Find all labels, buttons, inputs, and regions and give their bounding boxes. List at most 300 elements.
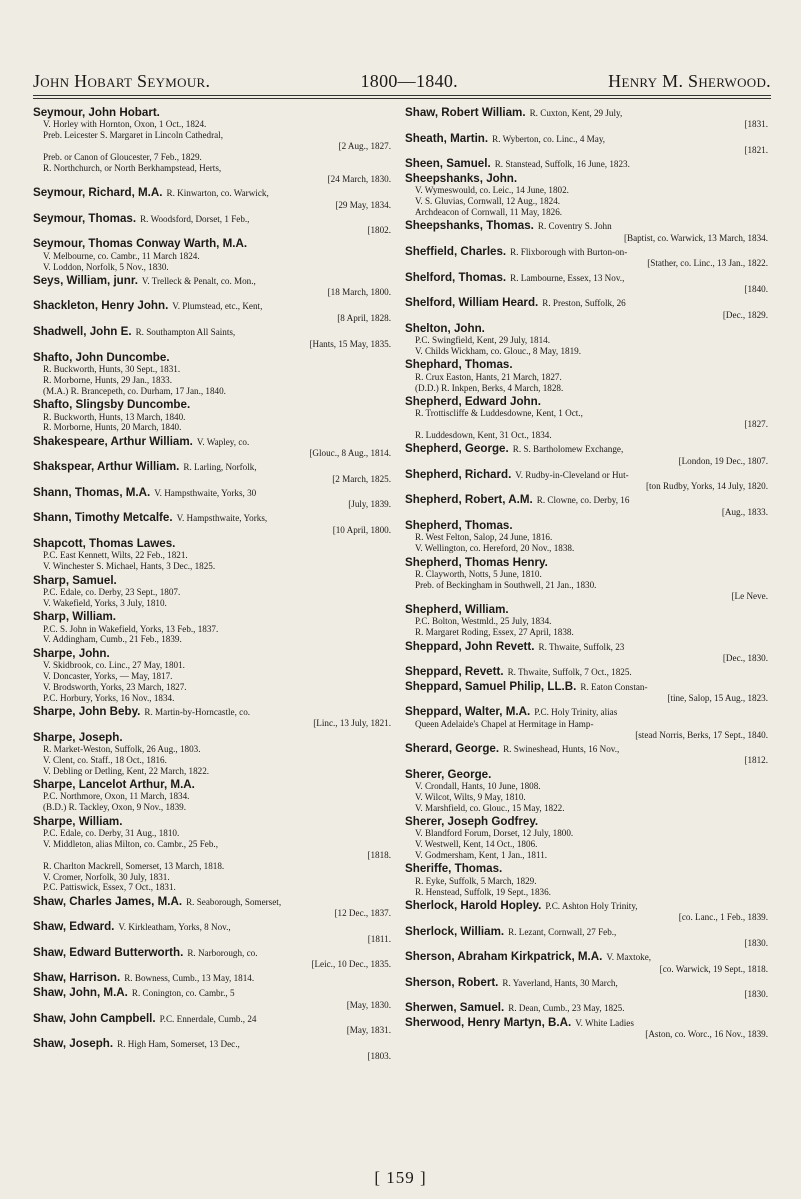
entry-line: V. Westwell, Kent, 14 Oct., 1806.: [415, 839, 538, 850]
entry-heading: [33, 778, 391, 791]
list-item: [33, 971, 391, 984]
entry-line: V. Cromer, Norfolk, 30 July, 1831.: [43, 871, 170, 882]
header-left: John Hobart Seymour.: [33, 71, 211, 91]
entry-line: V. Addingham, Cumb., 21 Feb., 1839.: [43, 634, 182, 645]
list-item: [33, 106, 391, 185]
list-item: [405, 742, 768, 766]
entry-detail: R. Preston, Suffolk, 26: [542, 298, 626, 309]
entry-detail: R. Stanstead, Suffolk, 16 June, 1823.: [494, 159, 630, 170]
entry-heading: [33, 537, 391, 550]
entry-name: Sharp, Samuel.: [33, 573, 117, 587]
entry-heading: [405, 271, 768, 284]
entry-line: [1830.: [744, 937, 768, 948]
entry-line: R. Northchurch, or North Berkhampstead, Herts,: [43, 163, 222, 174]
entry-detail: R. Thwaite, Suffolk, 7 Oct., 1825.: [507, 667, 632, 678]
header-rule-bottom: [33, 98, 771, 99]
entry-line: [Aug., 1833.: [721, 506, 768, 517]
list-item: [405, 603, 768, 638]
entry-heading: [405, 950, 768, 963]
entry-line: (M.A.) R. Brancepeth, co. Durham, 17 Jan., 1840.: [43, 385, 226, 396]
entry-name: Shaw, Robert William.: [405, 106, 526, 119]
entry-heading: [405, 1016, 768, 1029]
entry-line: [stead Norris, Berks, 17 Sept., 1840.: [635, 729, 768, 740]
entry-name: Shepherd, Richard.: [405, 467, 512, 481]
entry-name: Sheepshanks, Thomas.: [405, 219, 534, 233]
list-item: [33, 299, 391, 323]
entry-line: R. Clayworth, Notts, 5 June, 1810.: [415, 568, 542, 579]
entry-heading: [33, 705, 391, 718]
list-item: [405, 395, 768, 441]
entry-heading: [33, 299, 391, 312]
entry-line: [Glouc., 8 Aug., 1814.: [309, 448, 391, 459]
entry-line: V. Godmersham, Kent, 1 Jan., 1811.: [415, 850, 548, 861]
entry-name: Sherard, George.: [405, 741, 500, 755]
entry-line: [1803.: [367, 1050, 391, 1061]
entry-heading: [33, 1037, 391, 1050]
entry-heading: [405, 680, 768, 693]
entry-name: Shepherd, George.: [405, 442, 509, 456]
entry-detail: R. Martin-by-Horncastle, co.: [144, 706, 251, 717]
list-item: [405, 556, 768, 602]
entry-line: P.C. Edale, co. Derby, 23 Sept., 1807.: [43, 587, 181, 597]
entry-line: [tine, Salop, 15 Aug., 1823.: [667, 693, 768, 704]
entry-name: Seymour, Thomas Conway Warth, M.A.: [33, 237, 248, 251]
entry-detail: R. Lezant, Cornwall, 27 Feb.,: [508, 926, 617, 937]
entry-heading: [33, 971, 391, 984]
entry-line: [1831.: [744, 119, 768, 130]
list-item: [405, 768, 768, 814]
entry-heading: [405, 245, 768, 258]
entry-line: R. Morborne, Hunts, 29 Jan., 1833.: [43, 375, 173, 386]
entry-name: Shafto, Slingsby Duncombe.: [33, 398, 191, 412]
entry-heading: [405, 1001, 768, 1014]
entry-line: [1818.: [367, 849, 391, 860]
entry-name: Sheppard, John Revett.: [405, 639, 535, 653]
entry-name: Shelford, Thomas.: [405, 270, 507, 284]
entry-heading: [405, 556, 768, 569]
entry-line: V. Marshfield, co. Glouc., 15 May, 1822.: [415, 802, 565, 813]
entry-name: Shaw, Joseph.: [33, 1037, 114, 1051]
entry-name: Shaw, John, M.A.: [33, 986, 128, 1000]
list-item: [405, 296, 768, 320]
right-column: [405, 106, 768, 1161]
list-item: [405, 219, 768, 243]
entry-detail: R. Larling, Norfolk,: [183, 462, 257, 473]
entry-name: Shepherd, Edward John.: [405, 394, 541, 408]
entry-name: Shaw, Edward.: [33, 920, 115, 934]
entry-name: Sheath, Martin.: [405, 131, 489, 145]
list-item: [405, 157, 768, 170]
list-item: [33, 778, 391, 813]
list-item: [405, 862, 768, 897]
list-item: [405, 705, 768, 740]
list-item: [33, 986, 391, 1010]
entry-heading: [405, 862, 768, 875]
entry-line: [Dec., 1829.: [722, 309, 768, 320]
entry-line: [Aston, co. Worc., 16 Nov., 1839.: [645, 1029, 768, 1040]
entry-name: Shafto, John Duncombe.: [33, 350, 170, 364]
list-item: [33, 920, 391, 944]
entry-line: [1840.: [744, 283, 768, 294]
entry-name: Sherson, Abraham Kirkpatrick, M.A.: [405, 950, 603, 964]
entry-heading: [33, 895, 391, 908]
entry-heading: [33, 920, 391, 933]
list-item: [33, 537, 391, 572]
list-item: [405, 245, 768, 269]
entry-detail: P.C. Holy Trinity, alias: [534, 707, 618, 718]
entry-detail: R. Kinwarton, co. Warwick,: [166, 188, 269, 199]
entry-heading: [33, 435, 391, 448]
entry-name: Sherlock, William.: [405, 924, 505, 938]
entry-line: [18 March, 1800.: [327, 287, 391, 298]
entry-name: Shann, Timothy Metcalfe.: [33, 511, 173, 525]
entry-line: [Leic., 10 Dec., 1835.: [311, 959, 391, 970]
entry-name: Sherlock, Harold Hopley.: [405, 898, 542, 912]
list-item: [33, 895, 391, 919]
entry-heading: [33, 351, 391, 364]
entry-heading: [405, 296, 768, 309]
entry-heading: [405, 665, 768, 678]
list-item: [405, 322, 768, 357]
header-rule-top: [33, 95, 771, 96]
entry-heading: [33, 647, 391, 660]
entry-detail: R. S. Bartholomew Exchange,: [512, 444, 624, 455]
entry-line: Preb. or Canon of Gloucester, 7 Feb., 1829.: [43, 152, 202, 163]
entry-heading: [33, 511, 391, 524]
entry-name: Sherson, Robert.: [405, 975, 499, 989]
entry-detail: V. Rudby-in-Cleveland or Hut-: [515, 469, 629, 480]
entry-detail: V. Maxtoke,: [606, 952, 652, 963]
entry-name: Shephard, Thomas.: [405, 358, 513, 372]
entry-name: Sheppard, Samuel Philip, LL.B.: [405, 679, 577, 693]
entry-line: V. Childs Wickham, co. Glouc., 8 May, 1819.: [415, 346, 581, 357]
entry-line: [May, 1830.: [346, 999, 391, 1010]
entry-name: Shepherd, Thomas Henry.: [405, 555, 548, 569]
entry-line: V. Loddon, Norfolk, 5 Nov., 1830.: [43, 261, 169, 272]
entry-line: [2 Aug., 1827.: [338, 141, 391, 152]
entry-heading: [405, 442, 768, 455]
entry-heading: [33, 325, 391, 338]
entry-line: [co. Lanc., 1 Feb., 1839.: [678, 912, 768, 923]
entry-name: Sharp, William.: [33, 610, 117, 624]
entry-line: [12 Dec., 1837.: [334, 908, 391, 919]
entry-line: [Dec., 1830.: [722, 652, 768, 663]
list-item: [405, 172, 768, 218]
entry-line: Preb. Leicester S. Margaret in Lincoln Cathedral,: [43, 130, 223, 141]
entry-detail: R. Lambourne, Essex, 13 Nov.,: [510, 272, 625, 283]
entry-line: V. Skidbrook, co. Linc., 27 May, 1801.: [43, 660, 185, 671]
entry-name: Seys, William, junr.: [33, 273, 138, 287]
entry-line: R. Margaret Roding, Essex, 27 April, 1838.: [415, 627, 574, 638]
entry-detail: R. Narborough, co.: [187, 947, 258, 958]
entry-line: Archdeacon of Cornwall, 11 May, 1826.: [415, 207, 563, 218]
entry-name: Shepherd, William.: [405, 603, 509, 616]
entry-heading: [405, 519, 768, 532]
list-item: [405, 1001, 768, 1014]
entry-name: Sherwood, Henry Martyn, B.A.: [405, 1016, 572, 1030]
entry-line: [1802.: [367, 225, 391, 236]
entry-detail: R. Thwaite, Suffolk, 23: [538, 641, 625, 652]
list-item: [405, 468, 768, 492]
entry-heading: [33, 237, 391, 250]
entry-name: Sharpe, John.: [33, 646, 110, 660]
entry-detail: V. Hampsthwaite, Yorks, 30: [154, 487, 257, 498]
entry-heading: [405, 815, 768, 828]
entry-heading: [405, 705, 768, 718]
list-item: [33, 460, 391, 484]
left-column: [33, 106, 391, 1161]
entry-line: [1830.: [744, 989, 768, 1000]
entry-line: [Linc., 13 July, 1821.: [313, 718, 391, 729]
entry-line: P.C. Edale, co. Derby, 31 Aug., 1810.: [43, 827, 180, 838]
list-item: [405, 899, 768, 923]
entry-name: Sharpe, William.: [33, 814, 123, 828]
entry-detail: R. Swineshead, Hunts, 16 Nov.,: [503, 743, 620, 754]
entry-heading: [405, 768, 768, 781]
entry-name: Shann, Thomas, M.A.: [33, 485, 151, 499]
list-item: [33, 398, 391, 433]
entry-heading: [33, 815, 391, 828]
entry-line: V. Crondall, Hants, 10 June, 1808.: [415, 780, 541, 791]
list-item: [33, 486, 391, 510]
entry-detail: R. Cuxton, Kent, 29 July,: [529, 108, 623, 118]
entry-line: R. Charlton Mackrell, Somerset, 13 March, 1818.: [43, 860, 225, 871]
entry-name: Sheppard, Walter, M.A.: [405, 705, 531, 719]
entry-heading: [33, 486, 391, 499]
page-number: [ 159 ]: [374, 1168, 427, 1187]
list-item: [405, 442, 768, 466]
entry-detail: R. Wyberton, co. Linc., 4 May,: [492, 133, 606, 144]
entry-line: R. Henstead, Suffolk, 19 Sept., 1836.: [415, 886, 551, 897]
list-item: [405, 1016, 768, 1040]
running-header: [33, 62, 771, 92]
entry-detail: R. Clowne, co. Derby, 16: [536, 495, 630, 506]
entry-detail: V. Hampsthwaite, Yorks,: [176, 513, 268, 524]
entry-line: V. Winchester S. Michael, Hants, 3 Dec., 1825.: [43, 561, 216, 572]
entry-detail: R. Bowness, Cumb., 13 May, 1814.: [124, 973, 255, 984]
entry-name: Sherer, George.: [405, 767, 492, 781]
entry-line: V. Melbourne, co. Cambr., 11 March 1824.: [43, 250, 200, 261]
entry-line: [2 March, 1825.: [332, 473, 391, 484]
entry-heading: [33, 574, 391, 587]
entry-name: Shaw, John Campbell.: [33, 1011, 156, 1025]
entry-line: R. Eyke, Suffolk, 5 March, 1829.: [415, 875, 537, 886]
list-item: [33, 610, 391, 645]
entry-line: R. West Felton, Salop, 24 June, 1816.: [415, 532, 553, 543]
entry-name: Sheen, Samuel.: [405, 157, 491, 171]
list-item: [405, 358, 768, 393]
list-item: [405, 640, 768, 664]
entry-line: [Stather, co. Linc., 13 Jan., 1822.: [647, 258, 768, 269]
entry-name: Shakspear, Arthur William.: [33, 460, 180, 474]
list-item: [405, 106, 768, 130]
entry-line: [1811.: [367, 933, 391, 944]
entry-heading: [405, 322, 768, 335]
entry-line: P.C. East Kennett, Wilts, 22 Feb., 1821.: [43, 550, 188, 561]
entry-detail: V. Kirkleatham, Yorks, 8 Nov.,: [118, 922, 231, 933]
entry-name: Sharpe, Lancelot Arthur, M.A.: [33, 777, 195, 791]
entry-line: [July, 1839.: [348, 499, 391, 510]
entry-name: Sheepshanks, John.: [405, 171, 518, 185]
entry-heading: [33, 398, 391, 411]
entry-line: R. Crux Easton, Hants, 21 March, 1827.: [415, 371, 562, 382]
list-item: [405, 976, 768, 1000]
entry-heading: [405, 899, 768, 912]
entry-name: Sherer, Joseph Godfrey.: [405, 814, 539, 828]
entry-heading: [33, 1012, 391, 1025]
list-item: [33, 435, 391, 459]
entry-name: Shelton, John.: [405, 321, 485, 335]
entry-line: V. Blandford Forum, Dorset, 12 July, 1800.: [415, 828, 574, 839]
entry-line: Preb. of Beckingham in Southwell, 21 Jan., 1830.: [415, 579, 597, 590]
entry-heading: [33, 212, 391, 225]
list-item: [33, 212, 391, 236]
entry-name: Sharpe, Joseph.: [33, 730, 123, 744]
entry-name: Shadwell, John E.: [33, 325, 132, 339]
entry-name: Seymour, Thomas.: [33, 211, 137, 225]
entry-detail: R. Dean, Cumb., 23 May, 1825.: [508, 1003, 625, 1014]
header-right: Henry M. Sherwood.: [608, 71, 771, 91]
entry-line: R. Luddesdown, Kent, 31 Oct., 1834.: [415, 430, 552, 441]
entry-heading: [33, 986, 391, 999]
entry-heading: [405, 468, 768, 481]
entry-detail: R. Conington, co. Cambr., 5: [131, 988, 235, 999]
list-item: [33, 815, 391, 894]
entry-heading: [405, 976, 768, 989]
entry-line: P.C. Bolton, Westmld., 25 July, 1834.: [415, 616, 552, 627]
list-item: [405, 680, 768, 704]
entry-heading: [405, 493, 768, 506]
entry-line: [1827.: [744, 419, 768, 430]
entry-name: Sherwen, Samuel.: [405, 1001, 505, 1015]
entry-line: P.C. Swingfield, Kent, 29 July, 1814.: [415, 335, 551, 346]
entry-line: P.C. S. John in Wakefield, Yorks, 13 Feb., 1837.: [43, 623, 219, 634]
entry-heading: [405, 106, 768, 119]
entry-heading: [405, 925, 768, 938]
list-item: [33, 351, 391, 397]
entry-heading: [405, 395, 768, 408]
entry-name: Seymour, John Hobart.: [33, 106, 160, 119]
entry-detail: P.C. Ennerdale, Cumb., 24: [159, 1013, 257, 1024]
list-item: [33, 574, 391, 609]
list-item: [405, 271, 768, 295]
entry-name: Shapcott, Thomas Lawes.: [33, 537, 176, 551]
entry-line: [Hants, 15 May, 1835.: [309, 338, 391, 349]
list-item: [33, 186, 391, 210]
entry-line: [8 April, 1828.: [337, 312, 391, 323]
entry-line: V. Doncaster, Yorks, — May, 1817.: [43, 670, 173, 681]
entry-detail: V. Wapley, co.: [196, 436, 250, 447]
entry-name: Sharpe, John Beby.: [33, 704, 141, 718]
list-item: [405, 815, 768, 861]
entry-detail: V. Trelleck & Penalt, co. Mon.,: [141, 275, 256, 286]
entry-line: V. Wymeswould, co. Leic., 14 June, 1802.: [415, 185, 569, 196]
entry-heading: [405, 157, 768, 170]
entry-name: Shackleton, Henry John.: [33, 299, 169, 313]
entry-heading: [405, 603, 768, 616]
entry-line: [29 May, 1834.: [335, 199, 391, 210]
entry-heading: [33, 731, 391, 744]
entry-detail: R. Seaborough, Somerset,: [186, 896, 282, 907]
entry-heading: [33, 946, 391, 959]
entry-line: [London, 19 Dec., 1807.: [678, 455, 768, 466]
list-item: [33, 946, 391, 970]
entry-name: Shepherd, Robert, A.M.: [405, 493, 533, 507]
list-item: [405, 493, 768, 517]
entry-line: (D.D.) R. Inkpen, Berks, 4 March, 1828.: [415, 382, 564, 393]
entry-heading: [33, 610, 391, 623]
entry-name: Shepherd, Thomas.: [405, 519, 513, 533]
entry-name: Sheriffe, Thomas.: [405, 862, 503, 876]
entry-line: [Baptist, co. Warwick, 13 March, 1834.: [623, 232, 768, 243]
header-center: 1800—1840.: [360, 71, 458, 91]
entry-heading: [33, 186, 391, 199]
entry-detail: R. Eaton Constan-: [580, 681, 648, 692]
entry-name: Shakespeare, Arthur William.: [33, 434, 193, 448]
list-item: [33, 1012, 391, 1036]
list-item: [405, 925, 768, 949]
entry-line: V. Wellington, co. Hereford, 20 Nov., 1838.: [415, 543, 575, 554]
list-item: [33, 325, 391, 349]
entry-line: V. Clent, co. Staff., 18 Oct., 1816.: [43, 754, 167, 765]
entry-line: [co. Warwick, 19 Sept., 1818.: [659, 963, 768, 974]
entry-heading: [405, 358, 768, 371]
entry-heading: [33, 106, 391, 119]
entry-name: Seymour, Richard, M.A.: [33, 186, 163, 200]
entry-line: R. Buckworth, Hunts, 30 Sept., 1831.: [43, 364, 181, 375]
list-item: [33, 647, 391, 704]
entry-detail: R. Yaverland, Hants, 30 March,: [502, 977, 618, 988]
entry-line: V. Wilcot, Wilts, 9 May, 1810.: [415, 791, 526, 802]
entry-heading: [405, 132, 768, 145]
entry-line: V. Brodsworth, Yorks, 23 March, 1827.: [43, 681, 187, 692]
entry-line: [Le Neve.: [731, 590, 768, 601]
list-item: [33, 1037, 391, 1061]
entry-heading: [405, 742, 768, 755]
entry-detail: R. Flixborough with Burton-on-: [510, 246, 628, 257]
list-item: [405, 665, 768, 678]
entry-detail: R. Woodsford, Dorset, 1 Feb.,: [140, 213, 250, 224]
entry-line: R. Trottiscliffe & Luddesdowne, Kent, 1 Oct.,: [415, 408, 583, 419]
entry-line: P.C. Pattiswick, Essex, 7 Oct., 1831.: [43, 882, 176, 893]
entry-line: P.C. Northmore, Oxon, 11 March, 1834.: [43, 791, 190, 802]
entry-detail: P.C. Ashton Holy Trinity,: [545, 900, 638, 911]
list-item: [33, 237, 391, 272]
entry-line: [ton Rudby, Yorks, 14 July, 1820.: [645, 481, 768, 492]
entry-heading: [33, 460, 391, 473]
entry-line: R. Morborne, Hunts, 20 March, 1840.: [43, 422, 182, 433]
list-item: [405, 519, 768, 554]
entry-line: R. Buckworth, Hunts, 13 March, 1840.: [43, 411, 186, 422]
entry-line: (B.D.) R. Tackley, Oxon, 9 Nov., 1839.: [43, 802, 186, 813]
entry-name: Shaw, Harrison.: [33, 971, 121, 985]
entry-detail: R. Southampton All Saints,: [135, 327, 236, 338]
entry-name: Sheppard, Revett.: [405, 665, 504, 679]
entry-heading: [33, 274, 391, 287]
list-item: [405, 132, 768, 156]
list-item: [33, 705, 391, 729]
entry-line: P.C. Horbury, Yorks, 16 Nov., 1834.: [43, 692, 175, 703]
entry-name: Shaw, Edward Butterworth.: [33, 945, 184, 959]
entry-line: V. Middleton, alias Milton, co. Cambr., 25 Feb.,: [43, 838, 218, 849]
entry-name: Shaw, Charles James, M.A.: [33, 894, 183, 908]
entry-detail: R. Coventry S. John: [537, 221, 612, 232]
entry-line: V. S. Gluvias, Cornwall, 12 Aug., 1824.: [415, 196, 561, 207]
entry-line: [May, 1831.: [346, 1025, 391, 1036]
entry-name: Shelford, William Heard.: [405, 296, 539, 310]
entry-detail: R. High Ham, Somerset, 13 Dec.,: [117, 1039, 240, 1050]
entry-line: V. Horley with Hornton, Oxon, 1 Oct., 1824.: [43, 119, 207, 130]
